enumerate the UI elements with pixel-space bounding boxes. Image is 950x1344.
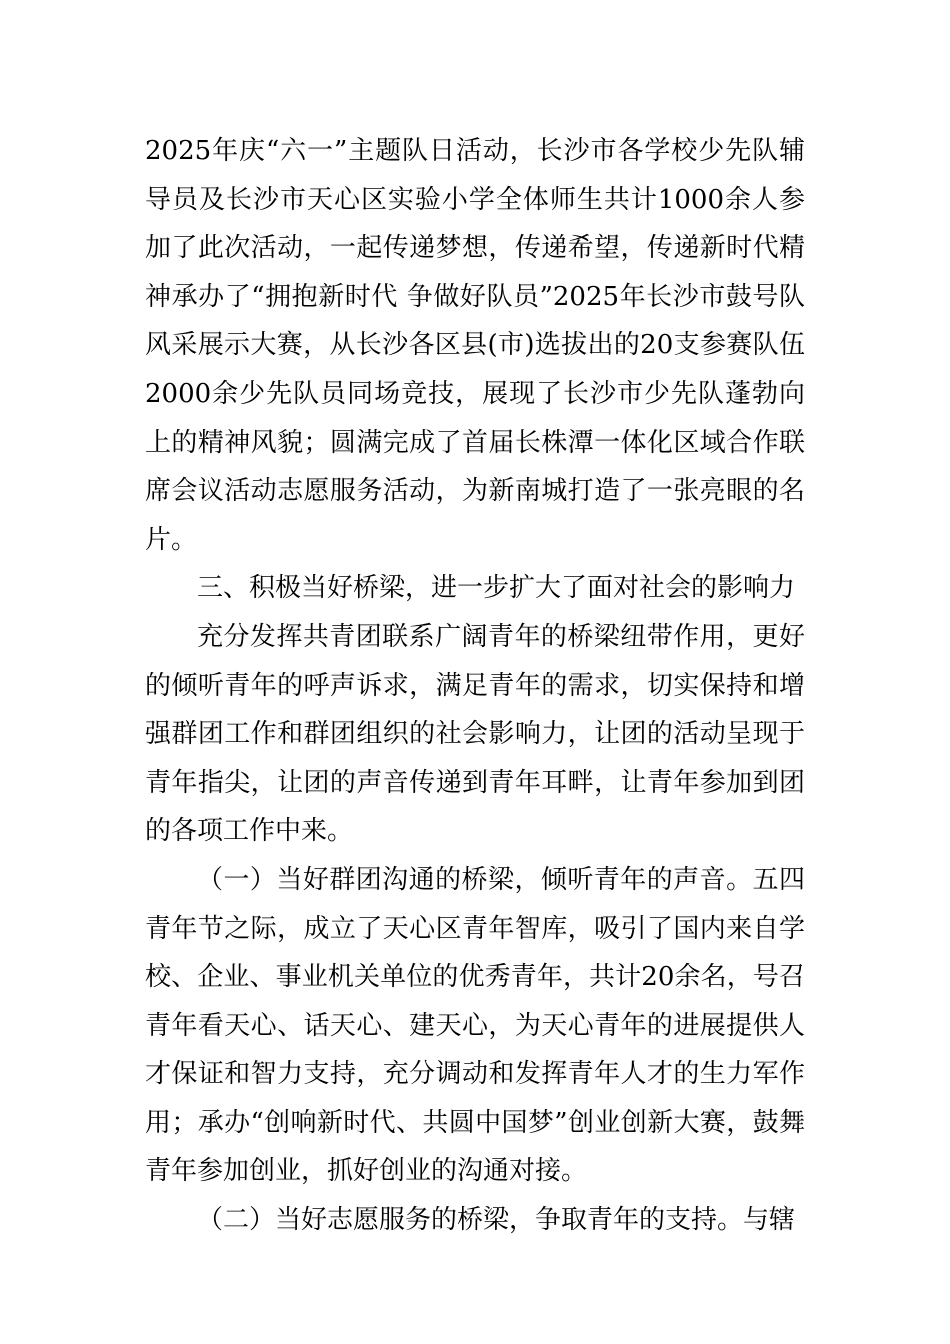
section-heading: 三、积极当好桥梁，进一步扩大了面对社会的影响力	[197, 573, 796, 604]
paragraph-body: 充分发挥共青团联系广阔青年的桥梁纽带作用，更好的倾听青年的呼声诉求，满足青年的需求，切实保持和增强群团工作和群团组织的社会影响力，让团的活动呈现于青年指尖，让团的声音传递到青年耳畔，让青年参加到团的各项工作中来。	[145, 621, 805, 847]
document-body	[145, 127, 805, 1245]
paragraph-subsection-2: （二）当好志愿服务的桥梁，争取青年的支持。与辖	[197, 1205, 796, 1236]
paragraph-subsection-1: （一）当好群团沟通的桥梁，倾听青年的声音。五四青年节之际，成立了天心区青年智库，吸引了国内来自学校、企业、事业机关单位的优秀青年，共计20余名，号召青年看天心、话天心、建天心，为天心青年的进展提供人才保证和智力支持，充分调动和发挥青年人才的生力军作用；承办“创响新时代、共圆中国梦”创业创新大赛，鼓舞青年参加创业，抓好创业的沟通对接。	[145, 864, 805, 1187]
paragraph-continuation: 2025年庆“六一”主题队日活动，长沙市各学校少先队辅导员及长沙市天心区实验小学全体师生共计1000余人参加了此次活动，一起传递梦想，传递希望，传递新时代精神承办了“拥抱新时代 争做好队员”2025年长沙市鼓号队风采展示大赛，从长沙各区县(市)选拔出的20支参赛队伍2000余少先队员同场竞技，展现了长沙市少先队蓬勃向上的精神风貌；圆满完成了首届长株潭一体化区域合作联席会议活动志愿服务活动，为新南城打造了一张亮眼的名片。	[145, 136, 805, 555]
